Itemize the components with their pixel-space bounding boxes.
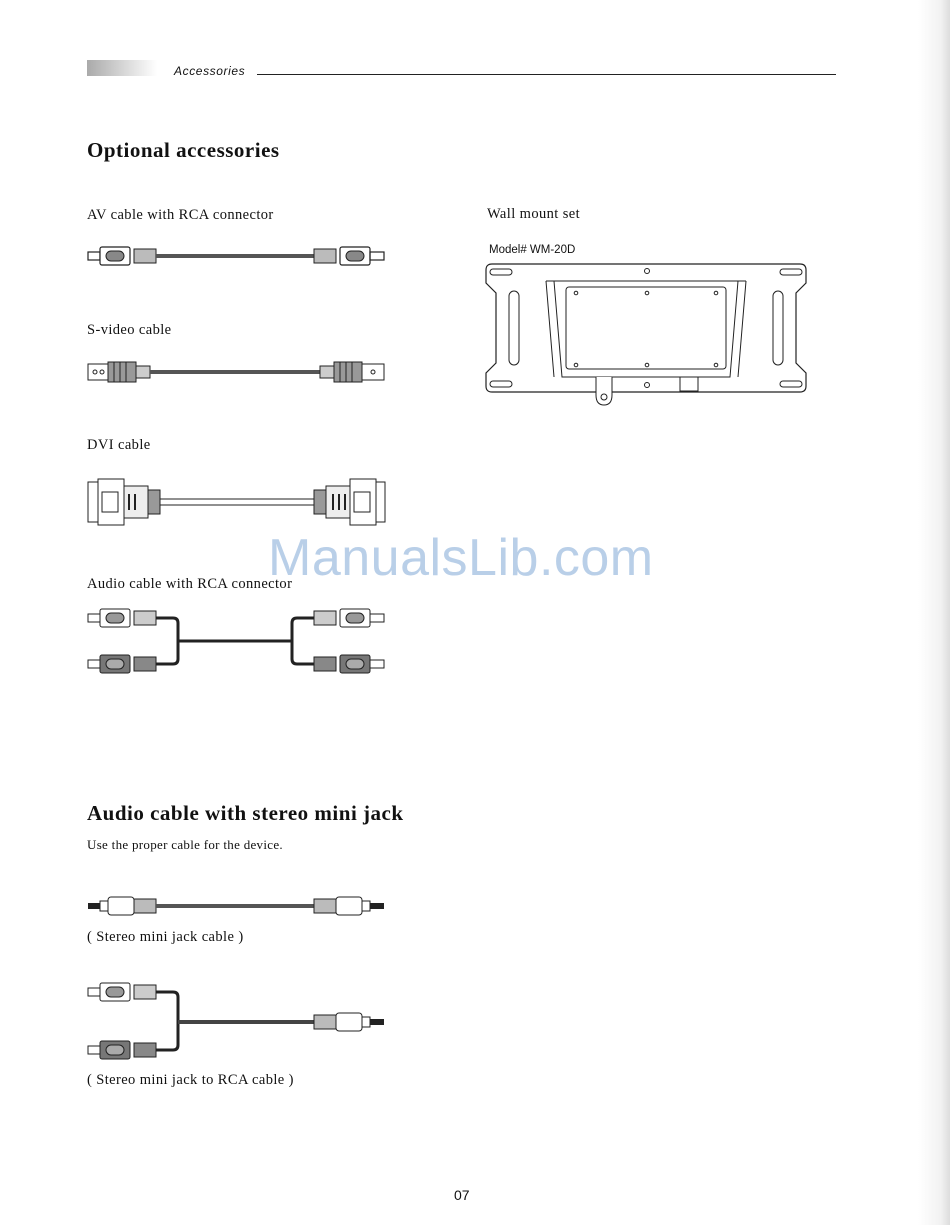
- wall-mount-model: Model# WM-20D: [489, 244, 576, 256]
- stereo-mini-jack-rca-illustration: [87, 980, 387, 1060]
- wall-mount-illustration: [486, 263, 808, 408]
- header-decoration: [87, 60, 157, 76]
- audio-rca-cable-label: Audio cable with RCA connector: [87, 576, 293, 592]
- optional-accessories-heading: Optional accessories: [87, 138, 280, 162]
- header-rule: [257, 74, 836, 75]
- header-section-title: Accessories: [174, 64, 246, 78]
- av-cable-illustration: [87, 244, 387, 268]
- manualslib-watermark: ManualsLib.com: [268, 529, 654, 587]
- stereo-mini-jack-caption: ( Stereo mini jack cable ): [87, 929, 244, 945]
- svideo-cable-label: S-video cable: [87, 322, 172, 338]
- dvi-cable-label: DVI cable: [87, 437, 151, 453]
- scan-edge: [918, 0, 950, 1225]
- stereo-mini-jack-heading: Audio cable with stereo mini jack: [87, 801, 404, 825]
- stereo-mini-jack-rca-caption: ( Stereo mini jack to RCA cable ): [87, 1072, 294, 1088]
- stereo-note: Use the proper cable for the device.: [87, 837, 283, 852]
- wall-mount-label: Wall mount set: [487, 206, 581, 222]
- av-cable-label: AV cable with RCA connector: [87, 207, 274, 223]
- svideo-cable-illustration: [87, 360, 387, 384]
- audio-rca-cable-illustration: [87, 606, 387, 676]
- page-number: 07: [454, 1187, 470, 1203]
- dvi-cable-illustration: [87, 478, 387, 526]
- stereo-mini-jack-cable-illustration: [87, 894, 387, 918]
